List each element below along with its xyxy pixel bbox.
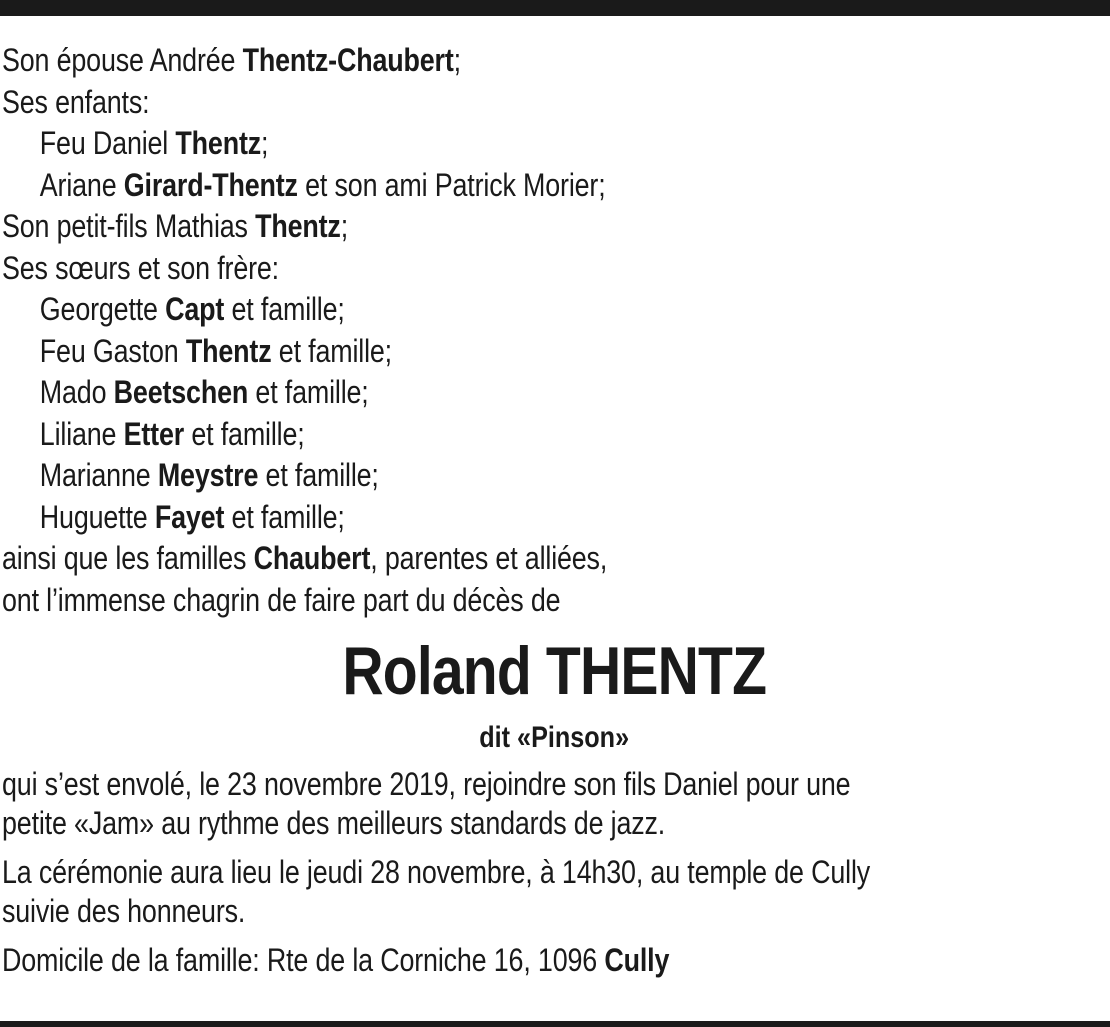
passing-line: qui s’est envolé, le 23 novembre 2019, rejoindre son fils Daniel pour une — [2, 766, 851, 802]
ceremony-line: suivie des honneurs. — [2, 893, 246, 929]
passing-line: petite «Jam» au rythme des meilleurs standards de jazz. — [2, 805, 666, 841]
child-line: Ariane Girard-Thentz et son ami Patrick Morier; — [39, 166, 606, 203]
sibling-line: Georgette Capt et famille; — [39, 291, 345, 327]
child-line: Feu Daniel Thentz; — [39, 125, 269, 161]
sibling-line: Marianne Meystre et famille; — [39, 457, 379, 493]
sibling-line: Liliane Etter et famille; — [39, 415, 305, 452]
deceased-name: Roland THENTZ — [342, 633, 766, 709]
domicile-line: Domicile de la famille: Rte de la Corniche 16, 1096 Cully — [2, 942, 670, 978]
announcement-line: ont l’immense chagrin de faire part du décès de — [2, 581, 561, 618]
spouse-line: Son épouse Andrée Thentz-Chaubert; — [2, 42, 461, 78]
ceremony-line: La cérémonie aura lieu le jeudi 28 novembre, à 14h30, au temple de Cully — [2, 854, 871, 890]
domicile-paragraph — [2, 941, 1106, 980]
sibling-line: Mado Beetschen et famille; — [39, 374, 369, 410]
ceremony-paragraph — [2, 853, 1106, 931]
top-border — [0, 0, 1110, 16]
families-line: ainsi que les familles Chaubert, parentes et alliées, — [2, 540, 608, 576]
deceased-nickname: dit «Pinson» — [479, 721, 629, 754]
obituary-notice — [2, 40, 1106, 980]
passing-paragraph — [2, 765, 1106, 843]
sibling-line: Huguette Fayet et famille; — [39, 498, 345, 535]
siblings-heading: Ses sœurs et son frère: — [2, 249, 279, 286]
children-heading: Ses enfants: — [2, 83, 150, 120]
deceased-block — [2, 631, 1106, 761]
sibling-line: Feu Gaston Thentz et famille; — [39, 332, 392, 369]
grandson-line: Son petit-fils Mathias Thentz; — [2, 208, 349, 244]
bottom-border — [0, 1021, 1110, 1027]
